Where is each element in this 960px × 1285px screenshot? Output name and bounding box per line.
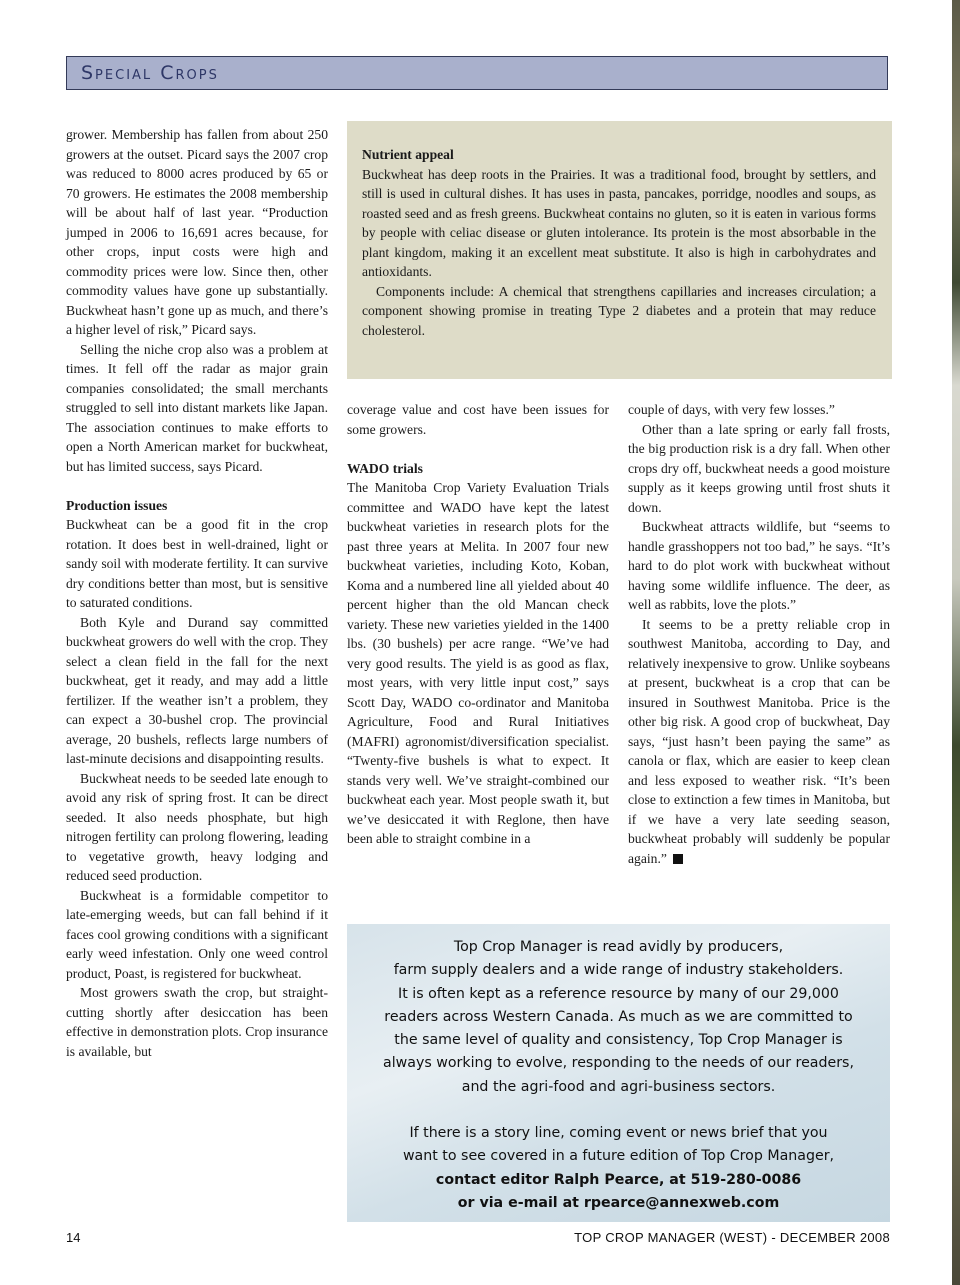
sidebar-paragraph: Components include: A chemical that strengthens capillaries and increases circulation; a component showing promise in treating Type 2 diabetes and a protein that may reduce cholesterol. <box>362 283 876 338</box>
paragraph: coverage value and cost have been issues for some growers. <box>347 402 609 437</box>
paragraph: Selling the niche crop also was a problem at times. It fell off the radar as major grain companies consolidated; the small merchants struggled to sell into distant markets like Japan. The association continues to make efforts to open a North American market for buckwheat, but has limited success, says Picard. <box>66 341 328 474</box>
section-title: Special Crops <box>81 62 219 84</box>
promo-email-line[interactable]: or via e-mail at rpearce@annexweb.com <box>457 1194 780 1211</box>
sidebar-paragraph: Buckwheat has deep roots in the Prairies. It was a traditional food, brought by settlers, and still is used in cultural dishes. It has uses in pasta, pancakes, porridge, noodles and soups, as roasted seed and as fresh greens. Buckwheat contains no gluten, so it is eaten in various forms by people with celiac disease or gluten intolerance. Its protein is the most absorbable in the plant kingdom, making it an excellent meat substitute. It also is high in carbohydrates and antioxidants. <box>362 166 876 279</box>
paragraph: Buckwheat is a formidable competitor to late-emerging weeds, but can fall behind if it faces cool growing conditions with a significant early weed infestation. Only one weed control product, Poast, is registered for buckwheat. <box>66 887 328 981</box>
publication-footer: TOP CROP MANAGER (WEST) - DECEMBER 2008 <box>574 1230 890 1245</box>
paragraph: Buckwheat attracts wildlife, but “seems to handle grasshoppers not too bad,” he says. “It’s hard to do plot work with buckwheat without having some wildlife influence. The deer, as well as rabbits, love the plots.” <box>628 519 890 612</box>
paragraph: Buckwheat needs to be seeded late enough to avoid any risk of spring frost. It can be direct seeded. It also needs phosphate, but high nitrogen fertility can prolong flowering, leading to vegetative growth, heavy lodging and reduced seed production. <box>66 770 328 883</box>
page-number: 14 <box>66 1230 81 1245</box>
subheading-wado-trials: WADO trials <box>347 460 423 476</box>
promo-line: want to see covered in a future edition of Top Crop Manager, <box>402 1148 835 1165</box>
paragraph: The Manitoba Crop Variety Evaluation Trials committee and WADO have kept the latest buckwheat varieties in research plots for the past three years at Melita. In 2007 four new buckwheat varieties, including Koto, Koban, Koma and a numbered line all yielded about 40 percent higher than the old Mancan check variety. These new varieties yielded in the 1400 lbs. (30 bushels) per acre range. “We’ve had very good results. The yield is as good as flax, most years, with very little input cost,” says Scott Day, WADO co-ordinator and Manitoba Agriculture, Food and Rural Initiatives (MAFRI) agronomist/diversification specialist. “Twenty-five bushels is what to expect. It stands very well. We’ve straight-combined our buckwheat each year. Most people swath it, but we’ve desiccated it with Reglone, then have been able to straight combine in a <box>347 480 609 846</box>
paragraph: It seems to be a pretty reliable crop in southwest Manitoba, according to Day, and relatively inexpensive to grow. Unlike soybeans at present, buckwheat is a crop that can be insured in Southwest Manitoba. Price is the other big risk. A good crop of buckwheat, Day says, “just hasn’t been paying the same” as canola or flax, which are easier to keep clean and less exposed to weather risk. “It’s been close to extinction a few times in Manitoba, but if we have a very late seeding season, buckwheat probably will suddenly be popular again.” <box>628 616 890 866</box>
end-of-article-mark-icon <box>673 854 683 864</box>
promo-line: farm supply dealers and a wide range of industry stakeholders. <box>393 962 844 979</box>
article-column-2 <box>347 400 609 849</box>
paragraph: Buckwheat can be a good fit in the crop rotation. It does best in well-drained, light or sandy soil with moderate fertility. It can survive dry conditions better than most, but is sensitive to saturated conditions. <box>66 517 328 610</box>
promo-line: the same level of quality and consistency, Top Crop Manager is <box>394 1032 843 1049</box>
paragraph: Most growers swath the crop, but straight-cutting shortly after desiccation has been effective in demonstration plots. Crop insurance is available, but <box>66 985 328 1059</box>
promo-line: Top Crop Manager is read avidly by producers, <box>453 939 784 955</box>
paragraph: grower. Membership has fallen from about 250 growers at the outset. Picard says the 2007 crop was reduced to 8000 acres produced by 65 or 70 growers. He estimates the 2008 membership will be about half of last year. “Production jumped in 2006 to 16,691 acres because, for other crops, input costs were high and commodity prices were low. Since then, other commodity values have gone up substantially. Buckwheat hasn’t gone up as much, and there’s a higher level of risk,” Picard says. <box>66 127 328 337</box>
promo-contact-line: contact editor Ralph Pearce, at 519-280-0086 <box>435 1171 802 1188</box>
promo-line: always working to evolve, responding to the needs of our readers, <box>383 1055 854 1072</box>
article-column-1 <box>66 125 328 1061</box>
section-header-bar <box>66 56 888 90</box>
promo-line: If there is a story line, coming event or news brief that you <box>409 1125 828 1142</box>
editor-contact-promo-box <box>347 924 890 1222</box>
page-edge-photo-strip <box>952 0 960 1285</box>
sidebar-heading: Nutrient appeal <box>362 147 454 162</box>
article-column-3 <box>628 400 890 868</box>
paragraph: Other than a late spring or early fall frosts, the big production risk is a dry fall. When other crops dry off, buckwheat needs a good moisture supply as it keeps growing until frost shuts it down. <box>628 421 890 515</box>
paragraph: couple of days, with very few losses.” <box>628 402 835 417</box>
promo-line: and the agri-food and agri-business sectors. <box>461 1078 776 1095</box>
promo-line: It is often kept as a reference resource by many of our 29,000 <box>398 985 839 1002</box>
subheading-production-issues: Production issues <box>66 497 168 513</box>
promo-line: readers across Western Canada. As much as we are committed to <box>384 1008 853 1025</box>
nutrient-appeal-sidebar <box>347 121 892 379</box>
paragraph: Both Kyle and Durand say committed buckwheat growers do well with the crop. They select a clean field in the fall for the next buckwheat, get it ready, and may add a little fertilizer. If the weather isn’t a problem, they can expect a 30-bushel crop. The provincial average, 20 bushels, reflects large numbers of last-minute decisions and disappointing results. <box>66 614 328 766</box>
